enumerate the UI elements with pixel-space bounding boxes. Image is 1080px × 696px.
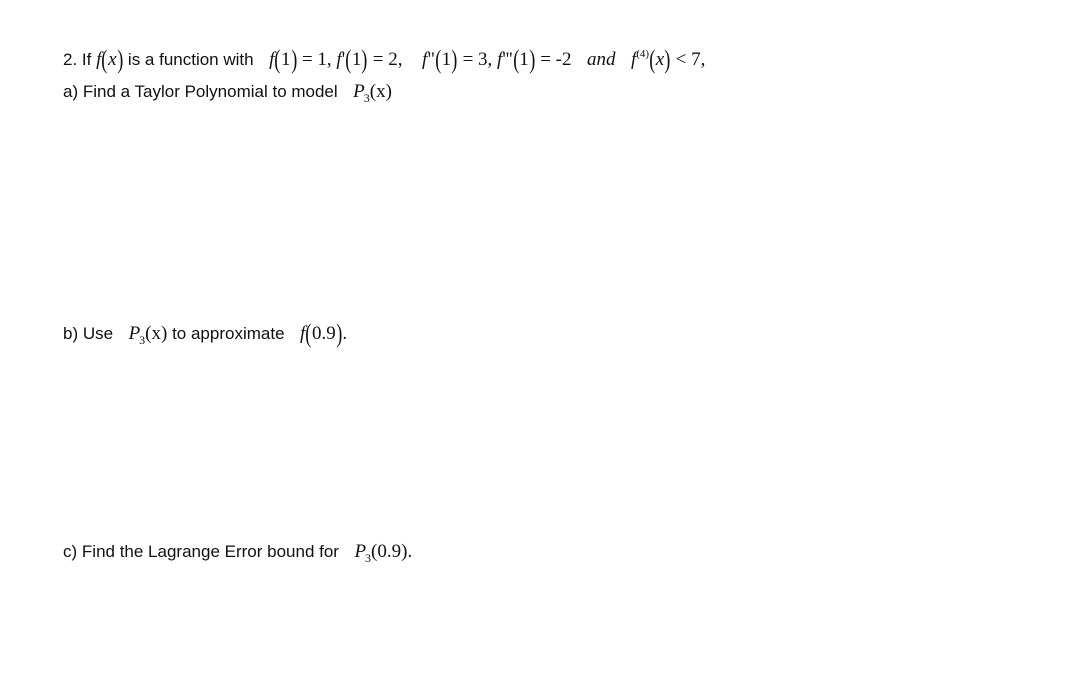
problem-number: 2. (63, 50, 78, 69)
condition-f-1: f(1) = 1, (269, 45, 332, 74)
condition-f-double-prime-1: f"(1) = 3, (421, 45, 493, 74)
polynomial-p3-0-9: $P_3(0.9)$. (354, 541, 413, 565)
condition-f-triple-prime-1: f'''(1) = -2 (497, 45, 572, 74)
part-a-text: Find a Taylor Polynomial to model (82, 82, 338, 101)
part-b-text-use: Use (82, 324, 114, 343)
function-f-of-x: f(x) (96, 45, 123, 74)
problem-intro: If (81, 50, 92, 69)
part-c-text: Find the Lagrange Error bound for (81, 542, 339, 561)
part-b-label: b) (63, 324, 79, 343)
part-b (63, 319, 348, 352)
condition-f-fourth-bound: $f^{(4)}(x) < 7$, (630, 45, 706, 74)
problem-statement (63, 42, 705, 72)
part-c (63, 540, 412, 570)
function-f-of-0-9: f(0.9). (300, 319, 348, 348)
part-c-label: c) (63, 542, 78, 561)
polynomial-p3-x: $P_3(x)$ (353, 81, 392, 105)
part-a-label: a) (63, 82, 79, 101)
part-a (63, 80, 392, 110)
polynomial-p3-x: $P_3(x)$ (128, 323, 168, 347)
condition-f-prime-1: f'(1) = 2, (336, 45, 403, 74)
part-b-text-approximate: to approximate (172, 324, 285, 343)
conjunction-and: and (586, 49, 616, 70)
problem-phrase: is a function with (127, 50, 254, 69)
